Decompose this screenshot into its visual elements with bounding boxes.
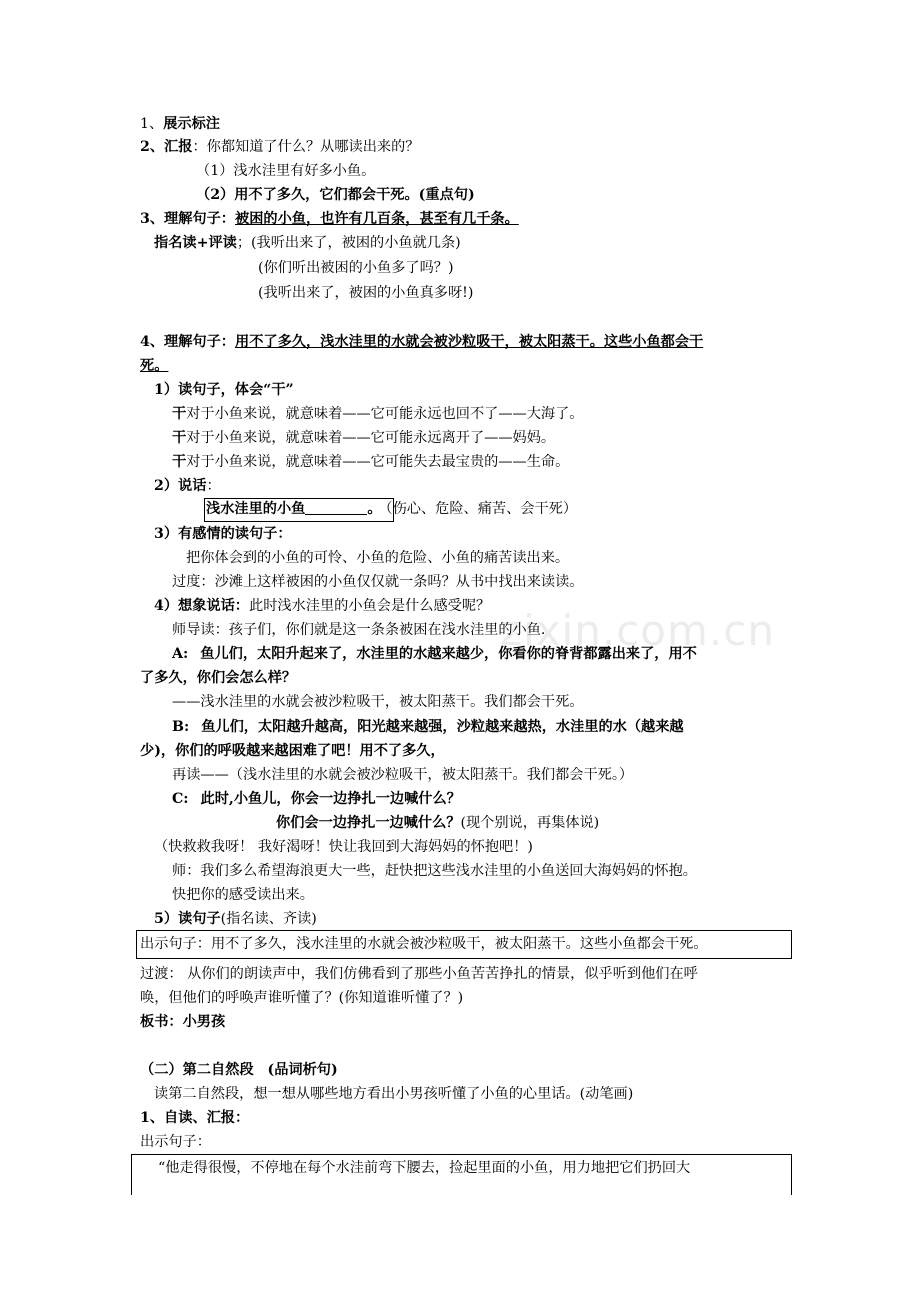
- prompt-c-question: 你们会一边挣扎一边喊什么？(现个别说，再集体说): [276, 815, 600, 831]
- sub-item-2: （2）用不了多久，它们都会干死。(重点句): [196, 187, 475, 203]
- read-with-feeling: 把你体会到的小鱼的可怜、小鱼的危险、小鱼的痛苦读出来。: [186, 550, 570, 566]
- item-2: 2、汇报：你都知道了什么？从哪读出来的？: [140, 139, 420, 155]
- meaning-line-2: 干对于小鱼来说，就意味着——它可能永远离开了——妈妈。: [172, 430, 556, 446]
- section-2-heading: （二）第二自然段 (品词析句): [140, 1062, 338, 1078]
- step-5: 5）读句子(指名读、齐读): [154, 911, 317, 927]
- read-feeling: 快把你的感受读出来。: [172, 887, 314, 903]
- prompt-c: C: 此时,小鱼儿，你会一边挣扎一边喊什么？: [172, 791, 461, 807]
- transition-1: 过度：沙滩上这样被困的小鱼仅仅就一条吗？从书中找出来读读。: [172, 574, 584, 590]
- item-3: 3、理解句子：被困的小鱼，也许有几百条，甚至有几千条。: [140, 211, 519, 227]
- section-2-task: 读第二自然段，想一想从哪些地方看出小男孩听懂了小鱼的心里话。(动笔画): [154, 1086, 634, 1102]
- fill-in-sentence: 浅水洼里的小鱼 。 （伤心、危险、痛苦、会干死）: [206, 501, 578, 517]
- reread-b: 再读——（浅水洼里的水就会被沙粒吸干，被太阳蒸干。我们都会干死。）: [172, 767, 634, 783]
- item-1: 1、展示标注: [140, 116, 220, 132]
- teacher-line: 师：我们多么希望海浪更大一些，赶快把这些浅水洼里的小鱼送回大海妈妈的怀抱。: [172, 863, 697, 879]
- fill-in-blank: [305, 500, 367, 515]
- quoted-sentence: “他走得很慢，不停地在每个水洼前弯下腰去，捡起里面的小鱼，用力地把它们扔回大: [158, 1160, 691, 1176]
- prompt-b: B: 鱼儿们，太阳越升越高，阳光越来越强，沙粒越来越热，水洼里的水（越来越: [172, 719, 684, 735]
- watermark: zixin.com.cn: [500, 606, 775, 655]
- prompt-a-cont: 了多久，你们会怎么样？: [140, 670, 297, 686]
- shown-sentence: 出示句子：用不了多久，浅水洼里的水就会被沙粒吸干，被太阳蒸干。这些小鱼都会干死。: [140, 936, 708, 952]
- prompt-a: A: 鱼儿们，太阳升起来了，水洼里的水越来越少，你看你的脊背都露出来了，用不: [172, 646, 697, 662]
- step-1: 1）读句子，体会“干”: [154, 382, 294, 398]
- step-2: 2）说话：: [154, 478, 221, 494]
- step-4: 4）想象说话：此时浅水洼里的小鱼会是什么感受呢？: [154, 598, 491, 614]
- teacher-guide: 师导读：孩子们，你们就是这一条条被困在浅水洼里的小鱼.: [172, 622, 546, 638]
- meaning-line-1: 干对于小鱼来说，就意味着——它可能永远也回不了——大海了。: [172, 406, 584, 422]
- item-4-cont: 死。: [140, 358, 169, 374]
- transition-2-cont: 唤，但他们的呼唤声谁听懂了？(你知道谁听懂了？): [140, 990, 464, 1006]
- item-4: 4、理解句子：用不了多久，浅水洼里的水就会被沙粒吸干，被太阳蒸干。这些小鱼都会干: [140, 334, 704, 350]
- answer-a: ——浅水洼里的水就会被沙粒吸干，被太阳蒸干。我们都会干死。: [172, 694, 584, 710]
- board-writing: 板书：小男孩: [140, 1014, 226, 1030]
- sub-item-1: （1）浅水洼里有好多小鱼。: [196, 163, 376, 179]
- answer-c: （快救救我呀！ 我好渴呀！快让我回到大海妈妈的怀抱吧！): [154, 839, 533, 855]
- show-sentence-label: 出示句子：: [140, 1134, 211, 1150]
- section-2-item-1: 1、自读、汇报：: [140, 1110, 250, 1126]
- prompt-b-cont: 少)，你们的呼吸越来越困难了吧！用不了多久，: [140, 743, 445, 759]
- read-evaluate: 指名读+评读；(我听出来了，被困的小鱼就几条): [154, 235, 461, 251]
- response-3: (我听出来了，被困的小鱼真多呀!): [258, 285, 474, 301]
- meaning-line-3: 干对于小鱼来说，就意味着——它可能失去最宝贵的——生命。: [172, 454, 570, 470]
- response-2: (你们听出被困的小鱼多了吗？): [258, 260, 454, 276]
- step-3: 3）有感情的读句子：: [154, 526, 292, 542]
- transition-2: 过渡： 从你们的朗读声中，我们仿佛看到了那些小鱼苦苦挣扎的情景，似乎听到他们在呼: [140, 966, 698, 982]
